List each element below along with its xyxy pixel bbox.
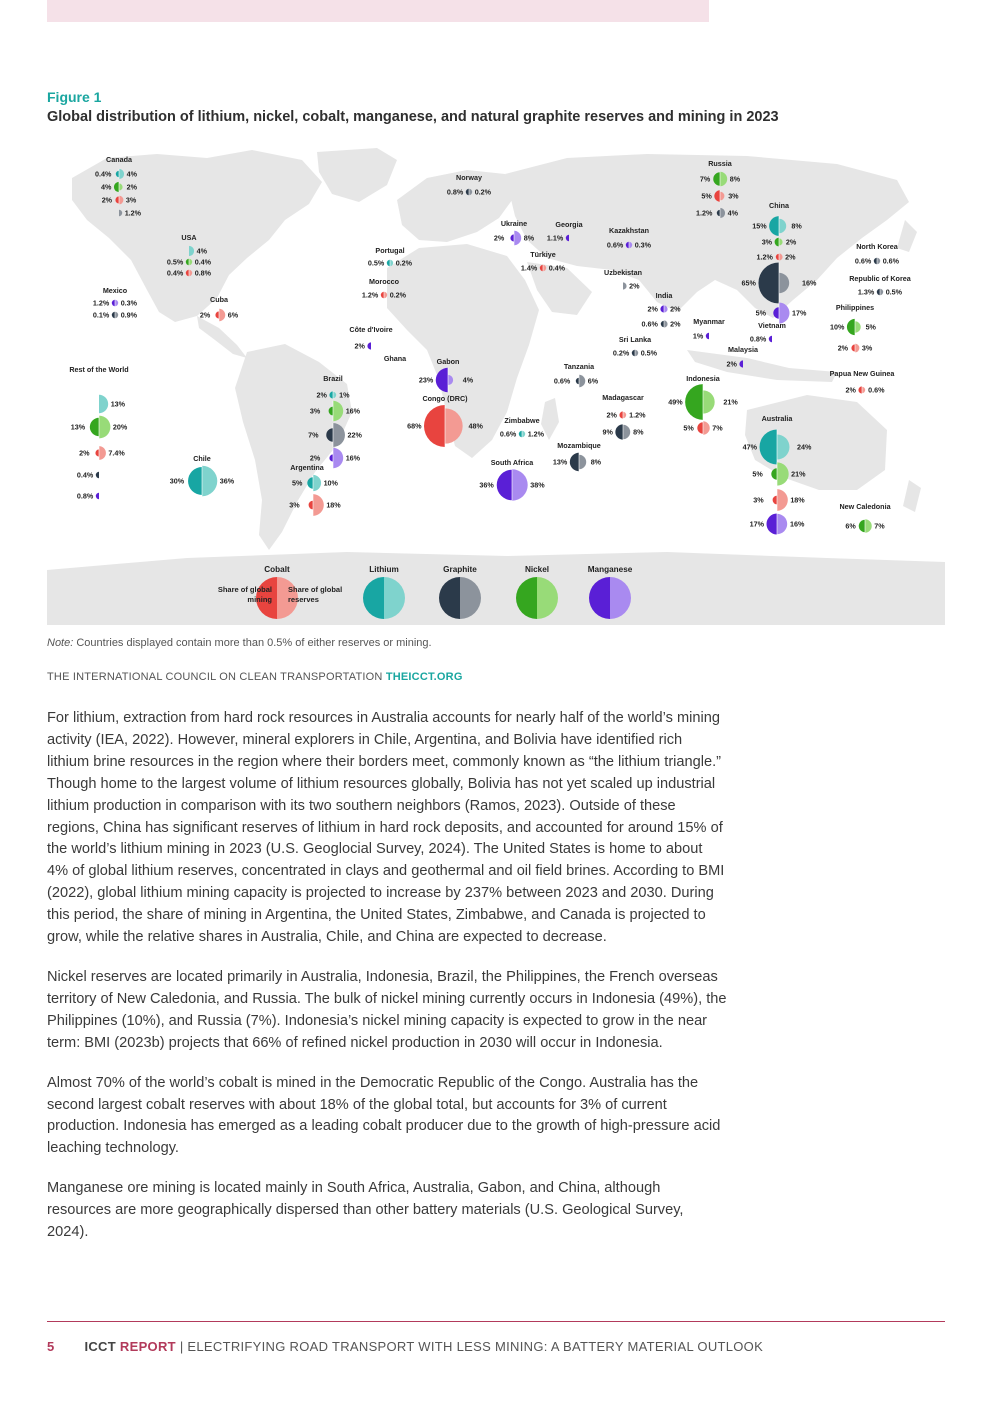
country-name-brazil: Brazil (323, 374, 343, 383)
mining-label-canada-cobalt: 2% (101, 195, 113, 205)
reserve-label-gabon-manganese: 4% (462, 375, 474, 385)
country-name-uzbekistan: Uzbekistan (604, 268, 642, 277)
reserve-label-russia-graphite: 4% (727, 208, 738, 218)
mining-label-china-cobalt: 1.2% (756, 252, 773, 262)
mining-label-c-te-d-ivoire-manganese: 2% (354, 341, 365, 351)
org-name: THE INTERNATIONAL COUNCIL ON CLEAN TRANSPORTATION (47, 671, 386, 683)
reserve-label-philippines-cobalt: 3% (861, 343, 873, 353)
reserve-label-congo-drc-cobalt: 48% (468, 421, 483, 431)
country-name-ukraine: Ukraine (500, 219, 528, 228)
reserve-label-canada-nickel: 2% (126, 182, 137, 192)
country-name-indonesia: Indonesia (686, 374, 720, 383)
country-name-papua-new-guinea: Papua New Guinea (829, 369, 895, 378)
country-name-south-africa: South Africa (490, 458, 534, 467)
mining-label-russia-nickel: 7% (699, 174, 711, 184)
reserve-label-brazil-manganese: 16% (345, 453, 361, 463)
org-link[interactable]: THEICCT.ORG (385, 671, 463, 683)
reserve-label-australia-cobalt: 18% (790, 495, 805, 505)
mining-label-china-manganese: 5% (755, 308, 766, 318)
mining-label-t-rkiye-cobalt: 1.4% (520, 263, 538, 273)
mining-label-zimbabwe-lithium: 0.6% (499, 429, 517, 439)
footer-report: REPORT (119, 1339, 176, 1354)
country-name-canada: Canada (106, 155, 132, 164)
mining-label-norway-graphite: 0.8% (446, 187, 464, 197)
country-name-t-rkiye: Türkiye (530, 250, 556, 259)
legend-label-manganese: Manganese (587, 565, 633, 574)
mining-label-australia-lithium: 47% (742, 442, 758, 452)
body-text (47, 708, 727, 1262)
reserve-label-philippines-nickel: 5% (865, 322, 876, 332)
reserve-label-mexico-manganese: 0.3% (120, 298, 138, 308)
note-text: Countries displayed contain more than 0.5% of either reserves or mining. (73, 637, 432, 649)
mining-label-rest-of-the-world-nickel: 13% (70, 422, 86, 432)
mining-label-mexico-graphite: 0.1% (92, 310, 110, 320)
reserve-label-north-korea-graphite: 0.6% (882, 256, 900, 266)
legend-label-graphite: Graphite (443, 565, 477, 574)
mining-label-sri-lanka-graphite: 0.2% (612, 348, 630, 358)
country-ghana (384, 354, 407, 363)
country-name-portugal: Portugal (375, 246, 405, 255)
mining-label-usa-nickel: 0.5% (166, 257, 184, 267)
reserve-label-argentina-cobalt: 18% (326, 500, 341, 510)
reserve-label-rest-of-the-world-nickel: 20% (112, 422, 128, 432)
reserve-label-china-graphite: 16% (802, 278, 817, 288)
figure-note (47, 637, 432, 649)
paragraph-cobalt: Almost 70% of the world’s cobalt is mined in the Democratic Republic of the Congo. Australia has the second largest cobalt reserves with about 18% of the global total, but accounts for 3% of current production. Indonesia has emerged as a leading cobalt producer due to the growth of high-pressure acid leaching technology. (47, 1074, 721, 1157)
country-name-usa: USA (181, 233, 197, 242)
mining-label-australia-manganese: 17% (749, 519, 764, 529)
reserve-label-australia-lithium: 24% (796, 442, 812, 452)
country-name-argentina: Argentina (290, 463, 324, 472)
country-name-india: India (655, 291, 673, 300)
mining-label-gabon-manganese: 23% (418, 375, 434, 385)
country-name-kazakhstan: Kazakhstan (609, 226, 649, 235)
footer-title: ELECTRIFYING ROAD TRANSPORT WITH LESS MINING: A BATTERY MATERIAL OUTLOOK (187, 1339, 764, 1354)
reserve-label-papua-new-guinea-cobalt: 0.6% (868, 385, 885, 395)
reserve-label-india-manganese: 2% (670, 304, 681, 314)
mining-label-new-caledonia-nickel: 6% (845, 521, 856, 531)
reserve-label-canada-lithium: 4% (126, 169, 137, 179)
mining-label-philippines-cobalt: 2% (837, 343, 849, 353)
footer-org: ICCT (84, 1339, 116, 1354)
world-minerals-map (47, 140, 945, 625)
country-name-myanmar: Myanmar (693, 317, 725, 326)
mining-label-russia-graphite: 1.2% (696, 208, 713, 218)
antarctica-land (47, 552, 945, 625)
figure-label: Figure 1 (47, 89, 102, 105)
reserve-label-china-nickel: 2% (785, 237, 797, 247)
footer-separator: | (179, 1339, 184, 1354)
reserve-label-cuba-cobalt: 6% (227, 310, 239, 320)
legend-reserves-caption-1: Share of global (288, 585, 343, 594)
mining-label-myanmar-manganese: 1% (692, 331, 704, 341)
mining-label-brazil-graphite: 7% (308, 430, 319, 440)
reserve-label-tanzania-graphite: 6% (587, 376, 599, 386)
country-name-china: China (769, 201, 789, 210)
mining-label-argentina-cobalt: 3% (289, 500, 300, 510)
mining-label-madagascar-cobalt: 2% (606, 410, 617, 420)
country-name-congo-drc: Congo (DRC) (422, 394, 468, 403)
country-name-c-te-d-ivoire: Côte d'Ivoire (349, 325, 393, 334)
reserve-label-china-manganese: 17% (792, 308, 807, 318)
mining-label-mozambique-graphite: 13% (552, 457, 568, 467)
footer (47, 1339, 763, 1354)
paragraph-lithium: For lithium, extraction from hard rock resources in Australia accounts for nearly half of the world’s mining activity (IEA, 2022). However, mineral explorers in Chile, Argentina, and Bolivia have identified rich lithium brine resources in the region where their borders meet, commonly known as “the lithium triangle.” Though home to the largest volume of lithium resources globally, Bolivia has not yet scaled up industrial lithium production in comparison with its two southern neighbors (Ramos, 2023). Outside of these regions, China has significant reserves of lithium in hard rock deposits, and accounted for around 15% of the world’s lithium mining in 2023 (U.S. Geoglocial Survey, 2024). The United States is home to about 4% of global lithium reserves, concentrated in clays and geothermal and oil field brines. According to BMI (2022), global lithium mining capacity is projected to increase by 237% between 2023 and 2030. During this period, the share of mining in Argentina, the United States, Zimbabwe, and Canada is projected to grow, while the relative shares in Australia, Chile, and China are expected to decrease. (47, 710, 725, 946)
country-name-ghana: Ghana (383, 354, 407, 363)
country-name-philippines: Philippines (835, 303, 875, 312)
mining-label-rest-of-the-world-cobalt: 2% (79, 448, 90, 458)
mining-label-congo-drc-cobalt: 68% (407, 421, 422, 431)
reserve-label-portugal-lithium: 0.2% (395, 258, 413, 268)
mining-label-brazil-manganese: 2% (309, 453, 321, 463)
mining-label-republic-of-korea-graphite: 1.3% (857, 287, 875, 297)
mining-label-china-nickel: 3% (761, 237, 773, 247)
reserve-label-australia-nickel: 21% (791, 469, 806, 479)
mining-label-south-africa-manganese: 36% (479, 480, 494, 490)
reserve-label-argentina-lithium: 10% (323, 478, 338, 488)
organization-credit (47, 671, 463, 683)
reserve-label-kazakhstan-manganese: 0.3% (634, 240, 652, 250)
reserve-label-republic-of-korea-graphite: 0.5% (885, 287, 903, 297)
reserve-label-morocco-cobalt: 0.2% (389, 290, 407, 300)
reserve-label-new-caledonia-nickel: 7% (874, 521, 885, 531)
mining-label-mexico-manganese: 1.2% (92, 298, 110, 308)
country-name-sri-lanka: Sri Lanka (618, 335, 652, 344)
paragraph-nickel: Nickel reserves are located primarily in Australia, Indonesia, Brazil, the Philippines, the French overseas territory of New Caledonia, and Russia. The bulk of nickel mining currently occurs in Indonesia (49%), the Philippines (10%), and Russia (7%). Indonesia’s nickel mining capacity is expected to grow in the near term: BMI (2023b) projects that 66% of refined nickel production in 2030 will occur in Indonesia. (47, 968, 727, 1051)
reserve-label-mexico-graphite: 0.9% (120, 310, 138, 320)
footer-rule (47, 1321, 945, 1322)
reserve-label-brazil-lithium: 1% (339, 390, 350, 400)
mining-label-indonesia-nickel: 49% (668, 397, 683, 407)
mining-label-brazil-lithium: 2% (316, 390, 327, 400)
reserve-label-rest-of-the-world-cobalt: 7.4% (108, 448, 125, 458)
country-name-mozambique: Mozambique (557, 441, 601, 450)
mining-label-india-manganese: 2% (647, 304, 658, 314)
reserve-label-russia-cobalt: 3% (728, 191, 739, 201)
country-name-morocco: Morocco (369, 277, 399, 286)
legend-label-nickel: Nickel (524, 565, 550, 574)
reserve-label-madagascar-graphite: 8% (633, 427, 644, 437)
mining-label-usa-cobalt: 0.4% (166, 268, 184, 278)
reserve-label-madagascar-cobalt: 1.2% (629, 410, 646, 420)
reserve-label-australia-manganese: 16% (790, 519, 805, 529)
mining-label-canada-nickel: 4% (101, 182, 112, 192)
top-banner (47, 0, 709, 22)
mining-label-portugal-lithium: 0.5% (367, 258, 385, 268)
reserve-label-canada-graphite: 1.2% (124, 208, 142, 218)
country-name-rest-of-the-world: Rest of the World (69, 365, 129, 374)
legend-label-cobalt: Cobalt (264, 565, 290, 574)
country-name-georgia: Georgia (555, 220, 583, 229)
country-madagascar (602, 393, 646, 440)
reserve-label-brazil-graphite: 22% (347, 430, 362, 440)
reserve-label-indonesia-cobalt: 7% (712, 423, 723, 433)
reserve-label-mozambique-graphite: 8% (590, 457, 602, 467)
note-label: Note: (47, 637, 74, 649)
mining-label-chile-lithium: 30% (169, 476, 185, 486)
mining-label-canada-lithium: 0.4% (95, 169, 112, 179)
reserve-label-brazil-nickel: 16% (345, 406, 361, 416)
mining-label-argentina-lithium: 5% (292, 478, 303, 488)
country-name-australia: Australia (761, 414, 793, 423)
mining-label-morocco-cobalt: 1.2% (361, 290, 379, 300)
country-name-tanzania: Tanzania (563, 362, 595, 371)
reserve-label-china-cobalt: 2% (785, 252, 796, 262)
country-name-chile: Chile (193, 454, 211, 463)
mining-label-indonesia-cobalt: 5% (683, 423, 694, 433)
reserve-label-canada-cobalt: 3% (125, 195, 137, 205)
mining-label-kazakhstan-manganese: 0.6% (606, 240, 624, 250)
country-name-republic-of-korea: Republic of Korea (849, 274, 911, 283)
mining-label-russia-cobalt: 5% (701, 191, 712, 201)
reserve-label-zimbabwe-lithium: 1.2% (527, 429, 545, 439)
mining-label-china-lithium: 15% (752, 221, 767, 231)
country-name-north-korea: North Korea (856, 242, 898, 251)
reserve-label-uzbekistan-graphite: 2% (629, 281, 640, 291)
reserve-label-ukraine-manganese: 8% (523, 233, 535, 243)
mining-label-georgia-manganese: 1.1% (546, 233, 564, 243)
reserve-label-china-lithium: 8% (791, 221, 802, 231)
country-name-cuba: Cuba (210, 295, 228, 304)
reserve-label-norway-graphite: 0.2% (474, 187, 492, 197)
country-name-malaysia: Malaysia (728, 345, 758, 354)
mining-label-australia-nickel: 5% (752, 469, 763, 479)
reserve-label-usa-cobalt: 0.8% (194, 268, 212, 278)
country-name-vietnam: Vietnam (758, 321, 786, 330)
paragraph-manganese: Manganese ore mining is located mainly in South Africa, Australia, Gabon, and China, although resources are more geographically dispersed than other battery materials (U.S. Geological Survey, 2024). (47, 1180, 684, 1241)
mining-label-madagascar-graphite: 9% (602, 427, 613, 437)
mining-label-rest-of-the-world-manganese: 0.8% (76, 491, 94, 501)
mining-label-china-graphite: 65% (741, 278, 756, 288)
reserve-label-rest-of-the-world-lithium: 13% (110, 399, 126, 409)
mining-label-rest-of-the-world-graphite: 0.4% (76, 470, 94, 480)
reserve-label-sri-lanka-graphite: 0.5% (640, 348, 658, 358)
mining-label-vietnam-manganese: 0.8% (749, 334, 767, 344)
reserve-label-chile-lithium: 36% (219, 476, 235, 486)
legend-reserves-caption-2: reserves (288, 595, 319, 604)
legend-mining-caption-1: Share of global (217, 585, 272, 594)
mining-label-malaysia-manganese: 2% (726, 359, 737, 369)
country-name-norway: Norway (456, 173, 482, 182)
country-name-mexico: Mexico (102, 286, 128, 295)
mining-label-ukraine-manganese: 2% (493, 233, 505, 243)
reserve-label-usa-nickel: 0.4% (194, 257, 212, 267)
mining-label-tanzania-graphite: 0.6% (553, 376, 571, 386)
reserve-label-usa-lithium: 4% (196, 246, 207, 256)
country-name-gabon: Gabon (436, 357, 460, 366)
country-name-madagascar: Madagascar (602, 393, 644, 402)
country-philippines (830, 303, 877, 353)
reserve-label-t-rkiye-cobalt: 0.4% (548, 263, 566, 273)
country-name-russia: Russia (708, 159, 732, 168)
country-name-new-caledonia: New Caledonia (839, 502, 891, 511)
page-number: 5 (47, 1339, 55, 1354)
mining-label-australia-cobalt: 3% (753, 495, 764, 505)
legend-mining-caption-2: mining (247, 595, 272, 604)
reserve-label-india-graphite: 2% (670, 319, 681, 329)
reserve-label-south-africa-manganese: 38% (530, 480, 545, 490)
mining-label-brazil-nickel: 3% (309, 406, 321, 416)
reserve-label-russia-nickel: 8% (729, 174, 741, 184)
legend-label-lithium: Lithium (369, 565, 399, 574)
figure-title: Global distribution of lithium, nickel, cobalt, manganese, and natural graphite reserves and mining in 2023 (47, 109, 779, 125)
reserve-label-indonesia-nickel: 21% (723, 397, 738, 407)
mining-label-cuba-cobalt: 2% (199, 310, 211, 320)
mining-label-india-graphite: 0.6% (641, 319, 658, 329)
mining-label-north-korea-graphite: 0.6% (854, 256, 872, 266)
country-name-zimbabwe: Zimbabwe (504, 416, 540, 425)
mining-label-papua-new-guinea-cobalt: 2% (845, 385, 856, 395)
mining-label-philippines-nickel: 10% (830, 322, 845, 332)
